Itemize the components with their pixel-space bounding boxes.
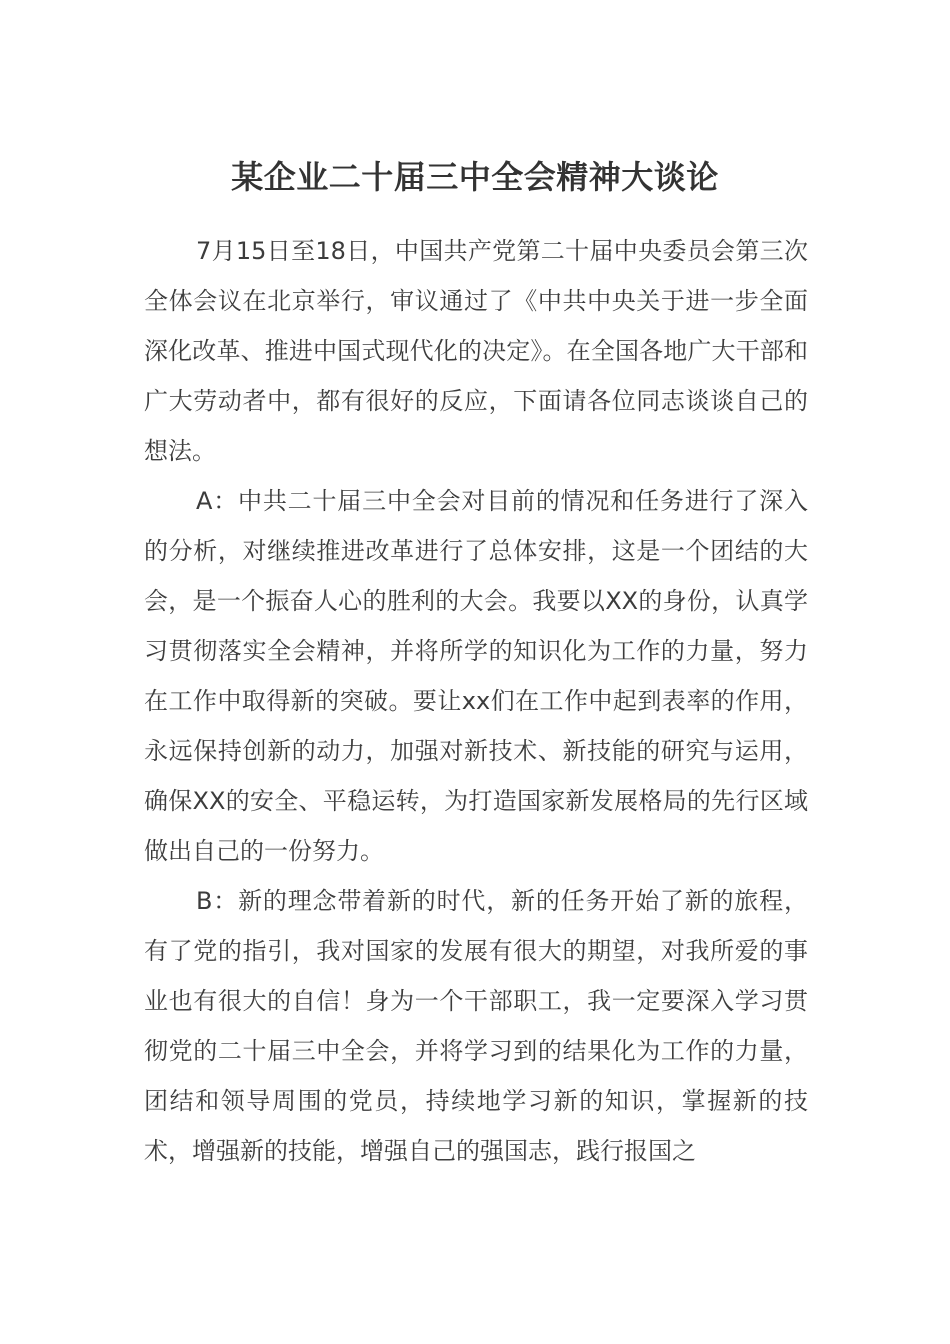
document-title: 某企业二十届三中全会精神大谈论 [231,158,719,196]
paragraph-intro: 7月15日至18日，中国共产党第二十届中央委员会第三次全体会议在北京举行，审议通过了《中共中央关于进一步全面深化改革、推进中国式现代化的决定》。在全国各地广大干部和广大劳动者中，都有很好的反应，下面请各位同志谈谈自己的想法。 [144,237,808,465]
paragraph-a: A：中共二十届三中全会对目前的情况和任务进行了深入的分析，对继续推进改革进行了总体安排，这是一个团结的大会，是一个振奋人心的胜利的大会。我要以XX的身份，认真学习贯彻落实全会精神，并将所学的知识化为工作的力量，努力在工作中取得新的突破。要让xx们在工作中起到表率的作用，永远保持创新的动力，加强对新技术、新技能的研究与运用，确保XX的安全、平稳运转，为打造国家新发展格局的先行区域做出自己的一份努力。 [144,487,808,865]
document-body [144,226,808,1176]
paragraph-b: B：新的理念带着新的时代，新的任务开始了新的旅程，有了党的指引，我对国家的发展有很大的期望，对我所爱的事业也有很大的自信！身为一个干部职工，我一定要深入学习贯彻党的二十届三中全会，并将学习到的结果化为工作的力量，团结和领导周围的党员，持续地学习新的知识，掌握新的技术，增强新的技能，增强自己的强国志，践行报国之 [144,887,808,1165]
